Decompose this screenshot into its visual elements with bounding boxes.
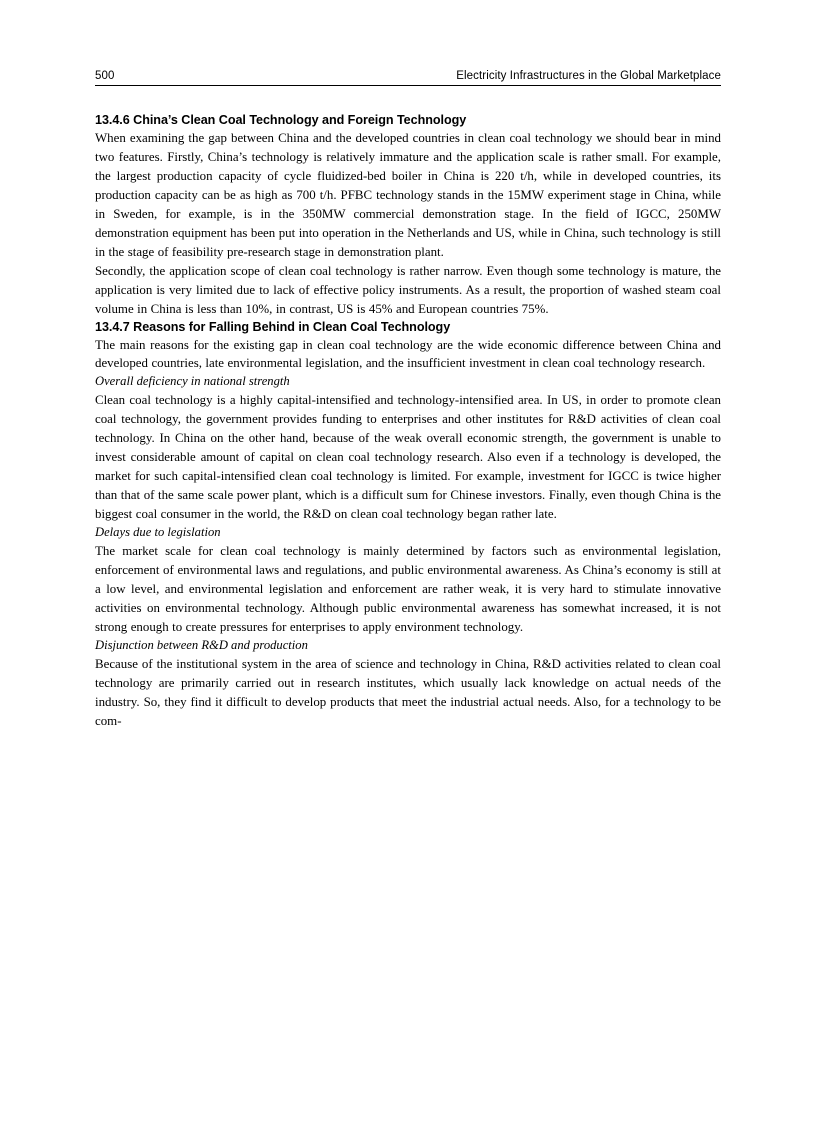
section-heading-13-4-7: 13.4.7 Reasons for Falling Behind in Clean Coal Technology: [95, 319, 451, 334]
paragraph: When examining the gap between China and the developed countries in clean coal technology we should bear in mind two features. Firstly, China’s technology is relatively immature and the application scale is rather small. For example, the largest production capacity of cycle fluidized-bed boiler in China is 220 t/h, while in developed countries, its production capacity can be as high as 700 t/h. PFBC technology stands in the 15MW experiment stage in China, while in Sweden, for example, is in the 350MW commercial demonstration stage. In the field of IGCC, 250MW demonstration equipment has been put into operation in the Netherlands and US, while in China, such technology is still in the stage of feasibility pre-research stage in demonstration plant.: [95, 131, 721, 259]
running-header: [95, 70, 721, 86]
running-title: Electricity Infrastructures in the Global Marketplace: [456, 70, 721, 82]
paragraph: The main reasons for the existing gap in clean coal technology are the wide economic difference between China and developed countries, late environmental legislation, and the insufficient investment in clean coal technology research.: [95, 337, 721, 371]
page-number: 500: [95, 70, 115, 82]
paragraph: Secondly, the application scope of clean coal technology is rather narrow. Even though some technology is mature, the application is very limited due to lack of effective policy instruments. As a result, the proportion of washed steam coal volume in China is less than 10%, in contrast, US is 45% and European countries 75%.: [95, 263, 721, 316]
subsection-heading-overall-deficiency: Overall deficiency in national strength: [95, 374, 290, 389]
subsection-heading-delays-legislation: Delays due to legislation: [95, 525, 221, 540]
body-text: [95, 112, 721, 731]
paragraph: The market scale for clean coal technology is mainly determined by factors such as environmental legislation, enforcement of environmental laws and regulations, and public environmental awareness. As China’s economy is still at a low level, and environmental legislation and enforcement are rather weak, it is very hard to stimulate innovative activities on environmental technology. Although public environmental awareness has somewhat increased, it is not strong enough to create pressures for enterprises to apply environment technology.: [95, 544, 721, 634]
paragraph: Clean coal technology is a highly capital-intensified and technology-intensified area. In US, in order to promote clean coal technology, the government provides funding to enterprises and other institutes for R&D activities of clean coal technology. In China on the other hand, because of the weak overall economic strength, the government is unable to invest considerable amount of capital on clean coal technology research. Also even if a technology is developed, the market for such capital-intensified clean coal technology is limited. For example, investment for IGCC is twice higher than that of the same scale power plant, which is a difficult sum for Chinese investors. Finally, even though China is the biggest coal consumer in the world, the R&D on clean coal technology began rather late.: [95, 393, 721, 522]
paragraph: Because of the institutional system in the area of science and technology in China, R&D activities related to clean coal technology are primarily carried out in research institutes, which usually lack knowledge on actual needs of the industry. So, they find it difficult to develop products that meet the industrial actual needs. Also, for a technology to be com-: [95, 656, 721, 728]
section-heading-13-4-6: 13.4.6 China’s Clean Coal Technology and Foreign Technology: [95, 113, 467, 127]
subsection-heading-disjunction-rd: Disjunction between R&D and production: [95, 637, 308, 652]
page-content: [95, 70, 721, 731]
